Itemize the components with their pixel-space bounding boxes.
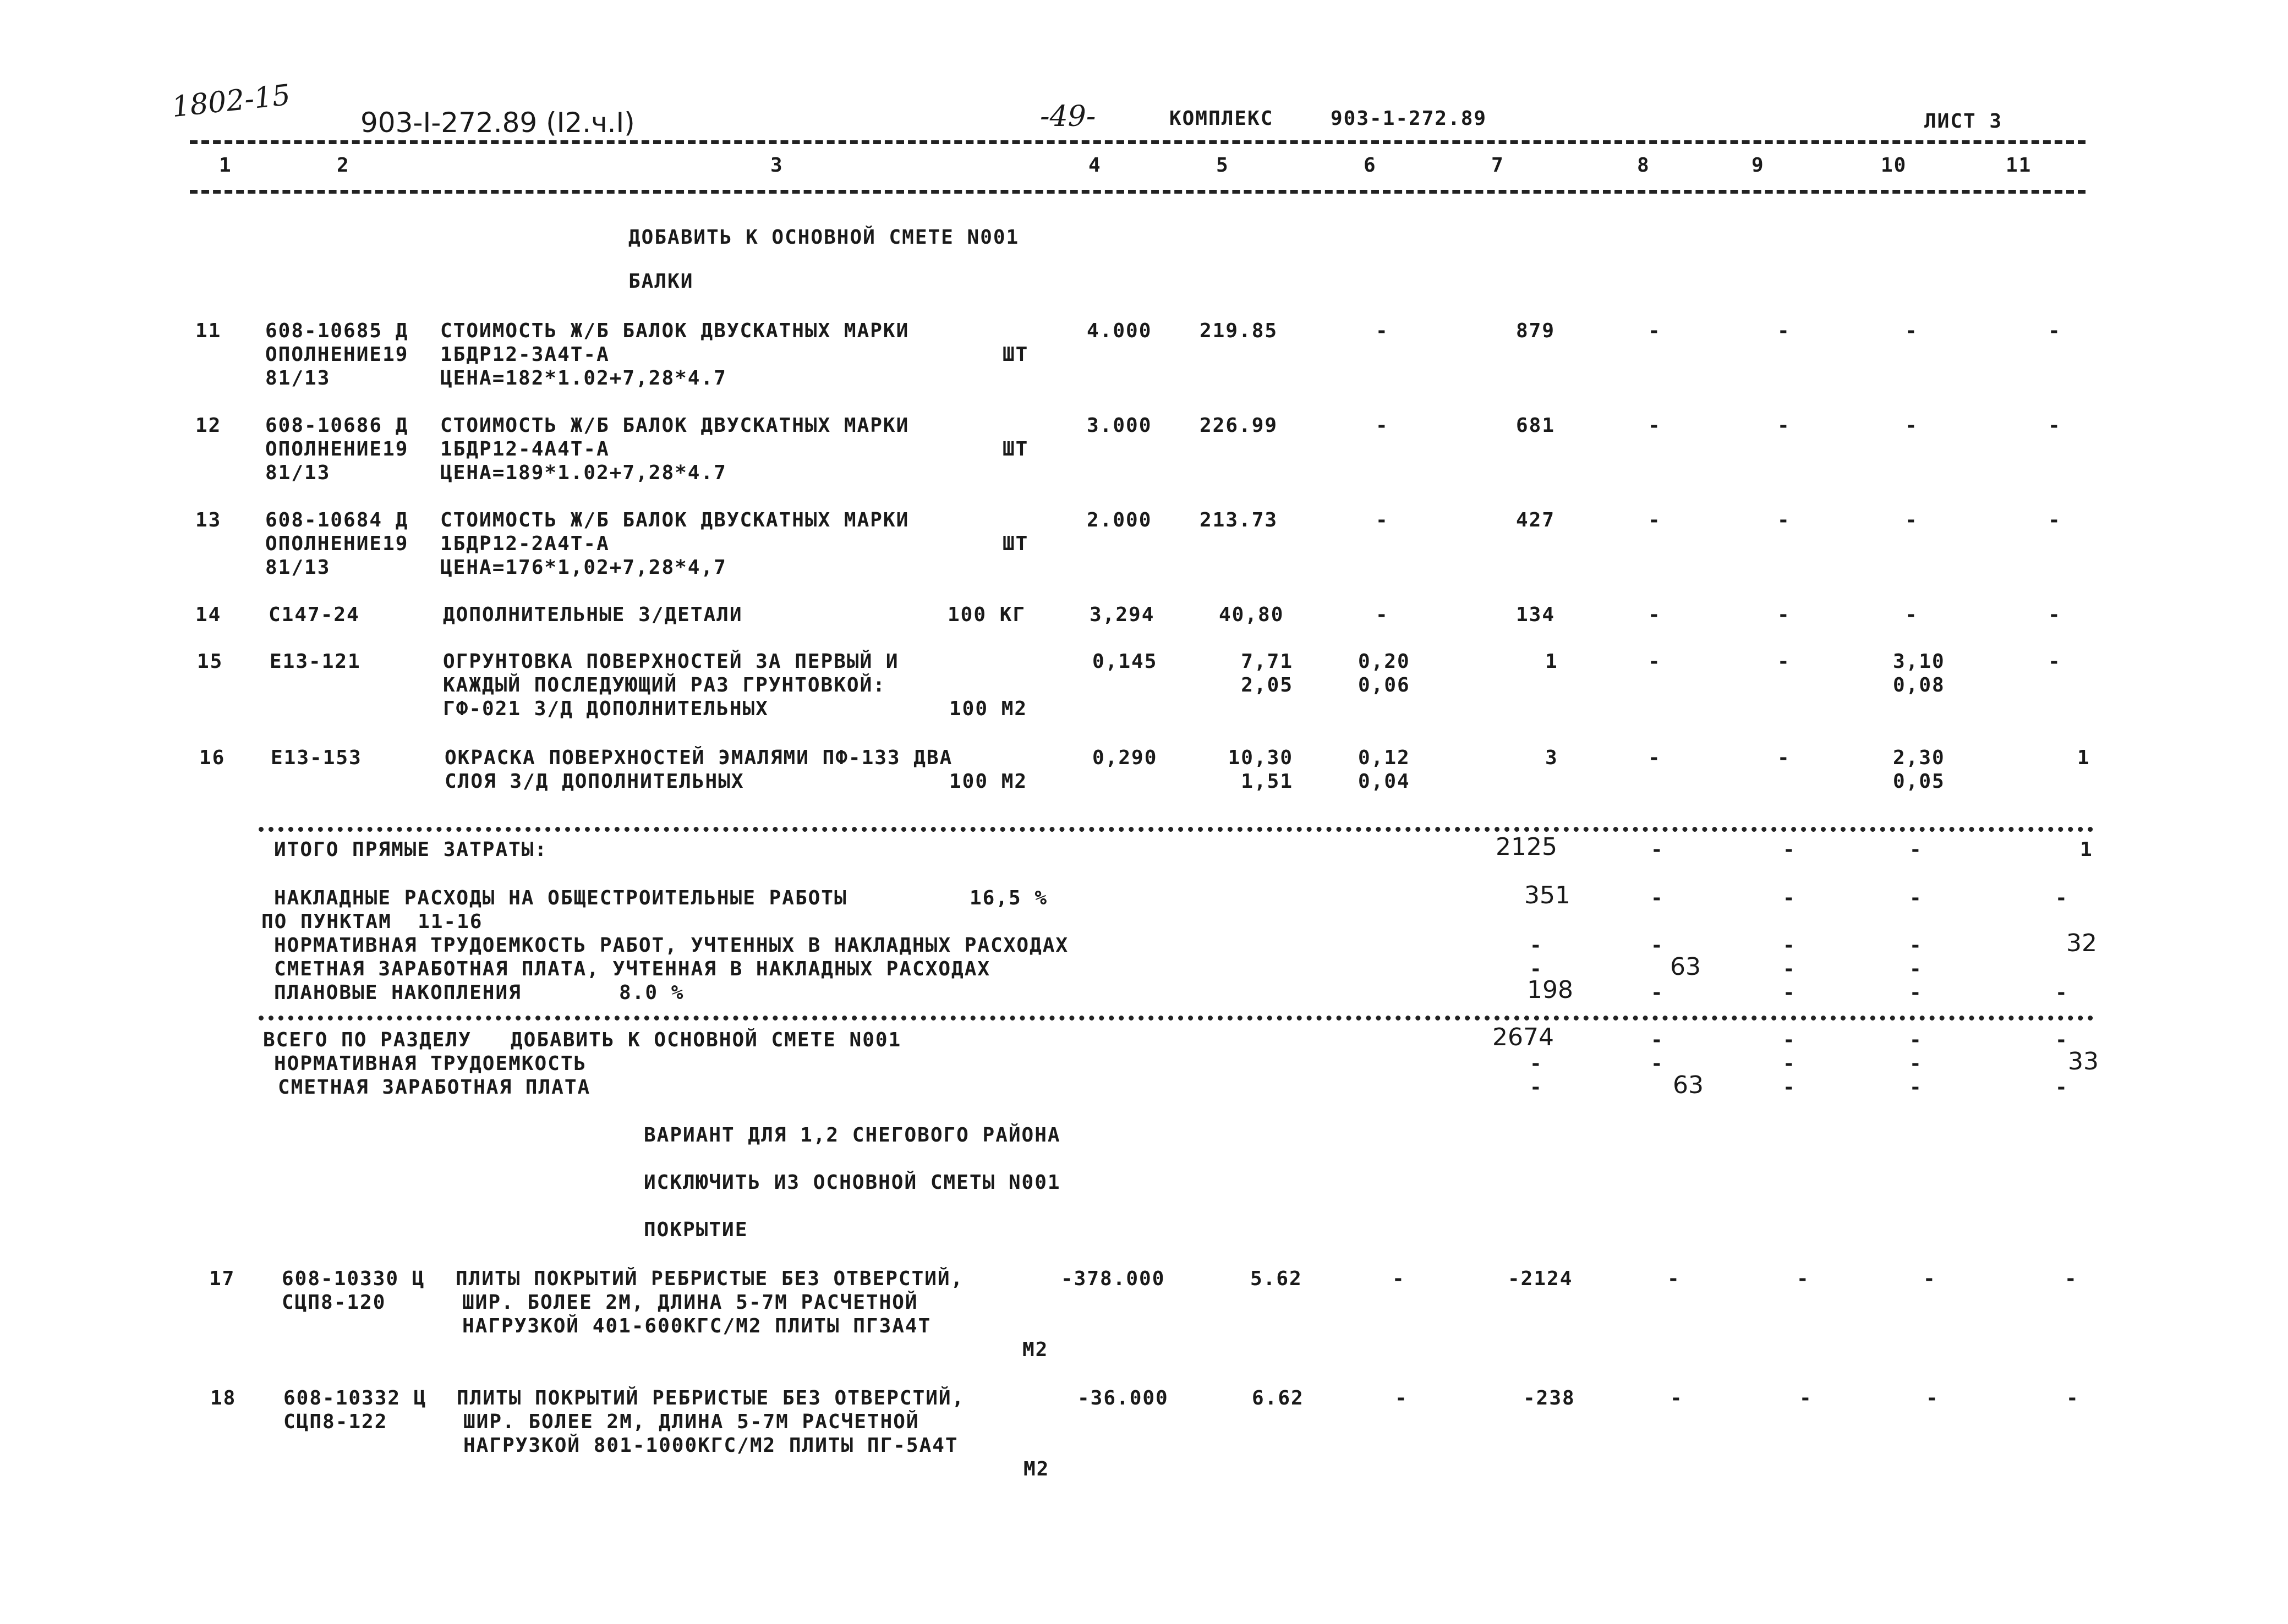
section-wage-c8: 63: [1673, 1071, 1704, 1099]
row-17-unit: М2: [1022, 1338, 1049, 1361]
plan-savings-c8: -: [1651, 981, 1664, 1004]
col-num-5: 5: [1216, 154, 1229, 177]
row-13-unit: ШТ: [1003, 533, 1029, 555]
row-15-c6-1: 0,20: [1358, 650, 1410, 673]
row-11-code-3: 81/13: [265, 367, 331, 389]
row-11-price: 219.85: [1200, 320, 1278, 342]
row-14-c6: -: [1376, 603, 1389, 626]
row-15-price-2: 2,05: [1241, 674, 1293, 696]
row-14-c8: -: [1648, 603, 1661, 626]
row-12-c9: -: [1777, 414, 1791, 437]
row-12-desc-2: 1БДР12-4А4Т-А: [440, 438, 610, 460]
row-16-num: 16: [199, 747, 226, 769]
row-15-desc-2: КАЖДЫЙ ПОСЛЕДУЮЩИЙ РАЗ ГРУНТОВКОЙ:: [443, 674, 886, 696]
col-num-9: 9: [1751, 154, 1765, 177]
col-num-2: 2: [337, 154, 350, 177]
row-17-price: 5.62: [1250, 1268, 1302, 1290]
row-17-num: 17: [209, 1268, 236, 1290]
row-12-c10: -: [1905, 414, 1918, 437]
overhead-label: НАКЛАДНЫЕ РАСХОДЫ НА ОБЩЕСТРОИТЕЛЬНЫЕ РАБОТЫ: [274, 887, 847, 909]
sheet-label: ЛИСТ 3: [1924, 110, 2003, 133]
row-18-desc-3: НАГРУЗКОЙ 801-1000КГС/М2 ПЛИТЫ ПГ-5А4Т: [463, 1434, 959, 1457]
overhead-percent: 16,5 %: [970, 887, 1048, 909]
row-18-unit: М2: [1023, 1458, 1050, 1480]
row-16-unit: 100 М2: [949, 770, 1028, 793]
direct-costs-c8: -: [1651, 838, 1664, 861]
row-18-c6: -: [1395, 1387, 1408, 1409]
row-12-code-3: 81/13: [265, 462, 331, 484]
row-12-c11: -: [2048, 414, 2061, 437]
plan-savings-percent: 8.0 %: [619, 981, 685, 1004]
section-total-name: ДОБАВИТЬ К ОСНОВНОЙ СМЕТЕ N001: [511, 1029, 902, 1051]
section-labor-c9: -: [1783, 1052, 1796, 1075]
section-title-beams: БАЛКИ: [628, 270, 694, 293]
row-11-c10: -: [1905, 320, 1918, 342]
row-18-num: 18: [210, 1387, 237, 1409]
row-15-c9: -: [1777, 650, 1791, 673]
row-11-c9: -: [1777, 320, 1791, 342]
row-18-c9: -: [1799, 1387, 1813, 1409]
complex-code: 903-1-272.89: [1331, 107, 1487, 130]
page-number: -49-: [1040, 100, 1096, 133]
direct-costs-total: 2125: [1496, 833, 1557, 861]
row-15-c6-2: 0,06: [1358, 674, 1410, 696]
row-14-price: 40,80: [1219, 603, 1284, 626]
row-14-qty: 3,294: [1090, 603, 1155, 626]
overhead-wage-c7: -: [1530, 958, 1543, 980]
header-rule-bottom: [190, 190, 2086, 194]
row-13-c8: -: [1648, 509, 1661, 531]
row-17-code-1: 608-10330 Ц: [282, 1268, 425, 1290]
row-13-code-2: ОПОЛНЕНИЕ19: [265, 533, 409, 555]
overhead-labor-c10: -: [1909, 934, 1923, 957]
row-12-code-1: 608-10686 Д: [265, 414, 409, 437]
row-12-qty: 3.000: [1087, 414, 1152, 437]
row-11-desc-1: СТОИМОСТЬ Ж/Б БАЛОК ДВУСКАТНЫХ МАРКИ: [440, 320, 910, 342]
row-11-desc-2: 1БДР12-3А4Т-А: [440, 343, 610, 366]
row-17-total: -2124: [1508, 1268, 1573, 1290]
row-15-num: 15: [197, 650, 223, 673]
section-wage-c7: -: [1530, 1076, 1543, 1099]
overhead-c8: -: [1651, 887, 1664, 909]
row-15-qty: 0,145: [1092, 650, 1158, 673]
row-17-desc-3: НАГРУЗКОЙ 401-600КГС/М2 ПЛИТЫ ПГ3А4Т: [462, 1315, 932, 1337]
section-total-label: ВСЕГО ПО РАЗДЕЛУ: [263, 1029, 472, 1051]
row-17-qty: -378.000: [1061, 1268, 1165, 1290]
col-num-3: 3: [770, 154, 784, 177]
row-18-qty: -36.000: [1077, 1387, 1169, 1409]
handwritten-reference: 1802-15: [170, 78, 292, 124]
row-15-desc-1: ОГРУНТОВКА ПОВЕРХНОСТЕЙ ЗА ПЕРВЫЙ И: [443, 650, 899, 673]
row-11-c6: -: [1376, 320, 1389, 342]
header-rule-top: [190, 140, 2086, 144]
row-13-desc-1: СТОИМОСТЬ Ж/Б БАЛОК ДВУСКАТНЫХ МАРКИ: [440, 509, 910, 531]
row-12-desc-3: ЦЕНА=189*1.02+7,28*4.7: [440, 462, 727, 484]
row-16-c11: 1: [2077, 747, 2090, 769]
row-12-total: 681: [1516, 414, 1556, 437]
overhead-wage-label: СМЕТНАЯ ЗАРАБОТНАЯ ПЛАТА, УЧТЕННАЯ В НАКЛАДНЫХ РАСХОДАХ: [274, 958, 991, 980]
row-12-code-2: ОПОЛНЕНИЕ19: [265, 438, 409, 460]
complex-label: КОМПЛЕКС: [1169, 107, 1274, 130]
row-16-c6-1: 0,12: [1358, 747, 1410, 769]
section-title-roof: ПОКРЫТИЕ: [644, 1219, 748, 1241]
row-16-qty: 0,290: [1092, 747, 1158, 769]
row-15-total: 1: [1545, 650, 1558, 673]
row-14-c10: -: [1905, 603, 1918, 626]
row-11-c8: -: [1648, 320, 1661, 342]
section-labor-c7: -: [1530, 1052, 1543, 1075]
overhead-wage-c10: -: [1909, 958, 1923, 980]
overhead-labor-c9: -: [1783, 934, 1796, 957]
direct-costs-c10: -: [1909, 838, 1923, 861]
row-14-total: 134: [1516, 603, 1556, 626]
row-16-price-2: 1,51: [1241, 770, 1293, 793]
row-18-c11: -: [2066, 1387, 2079, 1409]
section-total-c8: -: [1651, 1029, 1664, 1051]
row-18-c10: -: [1926, 1387, 1939, 1409]
row-12-desc-1: СТОИМОСТЬ Ж/Б БАЛОК ДВУСКАТНЫХ МАРКИ: [440, 414, 910, 437]
row-17-c6: -: [1392, 1268, 1405, 1290]
col-num-6: 6: [1364, 154, 1377, 177]
row-17-c8: -: [1667, 1268, 1681, 1290]
row-16-desc-2: СЛОЯ З/Д ДОПОЛНИТЕЛЬНЫХ: [445, 770, 745, 793]
plan-savings-total: 198: [1527, 976, 1573, 1004]
plan-savings-c9: -: [1783, 981, 1796, 1004]
overhead-items: ПО ПУНКТАМ 11-16: [261, 910, 483, 933]
section-wage-c10: -: [1909, 1076, 1923, 1099]
row-14-num: 14: [195, 603, 222, 626]
overhead-c11: -: [2055, 887, 2068, 909]
section-wage-label: СМЕТНАЯ ЗАРАБОТНАЯ ПЛАТА: [278, 1076, 591, 1099]
row-13-code-3: 81/13: [265, 556, 331, 579]
row-18-code-2: СЦП8-122: [283, 1411, 388, 1433]
row-17-code-2: СЦП8-120: [282, 1291, 386, 1314]
row-12-c6: -: [1376, 414, 1389, 437]
dotted-rule-2: [259, 1016, 2094, 1021]
row-12-c8: -: [1648, 414, 1661, 437]
row-13-price: 213.73: [1200, 509, 1278, 531]
row-11-total: 879: [1516, 320, 1556, 342]
row-17-desc-2: ШИР. БОЛЕЕ 2М, ДЛИНА 5-7М РАСЧЕТНОЙ: [462, 1291, 918, 1314]
plan-savings-label: ПЛАНОВЫЕ НАКОПЛЕНИЯ: [274, 981, 522, 1004]
row-16-desc-1: ОКРАСКА ПОВЕРХНОСТЕЙ ЭМАЛЯМИ ПФ-133 ДВА: [445, 747, 953, 769]
plan-savings-c11: -: [2055, 981, 2068, 1004]
row-11-c11: -: [2048, 320, 2061, 342]
overhead-labor-c7: -: [1530, 934, 1543, 957]
row-11-code-1: 608-10685 Д: [265, 320, 409, 342]
row-11-qty: 4.000: [1087, 320, 1152, 342]
row-13-c6: -: [1376, 509, 1389, 531]
col-num-8: 8: [1637, 154, 1650, 177]
direct-costs-label: ИТОГО ПРЯМЫЕ ЗАТРАТЫ:: [274, 838, 548, 861]
overhead-labor-label: НОРМАТИВНАЯ ТРУДОЕМКОСТЬ РАБОТ, УЧТЕННЫХ В НАКЛАДНЫХ РАСХОДАХ: [274, 934, 1069, 957]
col-num-7: 7: [1491, 154, 1504, 177]
section-labor-c11: 33: [2068, 1047, 2099, 1076]
row-13-c11: -: [2048, 509, 2061, 531]
overhead-total: 351: [1524, 881, 1570, 909]
row-14-desc: ДОПОЛНИТЕЛЬНЫЕ З/ДЕТАЛИ: [443, 603, 743, 626]
row-16-c9: -: [1777, 747, 1791, 769]
row-13-desc-3: ЦЕНА=176*1,02+7,28*4,7: [440, 556, 727, 579]
row-16-price-1: 10,30: [1228, 747, 1293, 769]
section-title-variant: ВАРИАНТ ДЛЯ 1,2 СНЕГОВОГО РАЙОНА: [644, 1124, 1061, 1146]
row-18-c8: -: [1670, 1387, 1683, 1409]
row-13-num: 13: [195, 509, 222, 531]
overhead-labor-c11: 32: [2066, 929, 2097, 957]
overhead-c9: -: [1783, 887, 1796, 909]
row-11-unit: ШТ: [1003, 343, 1029, 366]
col-num-1: 1: [219, 154, 232, 177]
row-17-c9: -: [1797, 1268, 1810, 1290]
row-14-c11: -: [2048, 603, 2061, 626]
section-labor-label: НОРМАТИВНАЯ ТРУДОЕМКОСТЬ: [274, 1052, 587, 1075]
section-labor-c10: -: [1909, 1052, 1923, 1075]
row-15-code: Е13-121: [270, 650, 361, 673]
row-18-total: -238: [1523, 1387, 1575, 1409]
row-11-num: 11: [195, 320, 222, 342]
row-18-price: 6.62: [1252, 1387, 1304, 1409]
row-17-c10: -: [1923, 1268, 1936, 1290]
section-total-c9: -: [1783, 1029, 1796, 1051]
row-17-c11: -: [2065, 1268, 2078, 1290]
section-wage-c9: -: [1783, 1076, 1796, 1099]
row-15-price-1: 7,71: [1241, 650, 1293, 673]
row-13-c10: -: [1905, 509, 1918, 531]
row-12-unit: ШТ: [1003, 438, 1029, 460]
row-11-code-2: ОПОЛНЕНИЕ19: [265, 343, 409, 366]
col-num-10: 10: [1881, 154, 1907, 177]
direct-costs-c9: -: [1783, 838, 1796, 861]
overhead-wage-c9: -: [1783, 958, 1796, 980]
plan-savings-c10: -: [1909, 981, 1923, 1004]
section-total-value: 2674: [1492, 1023, 1554, 1051]
section-total-c11: -: [2055, 1029, 2068, 1051]
row-14-unit: 100 КГ: [948, 603, 1026, 626]
col-num-4: 4: [1088, 154, 1102, 177]
row-13-qty: 2.000: [1087, 509, 1152, 531]
row-16-c10-2: 0,05: [1893, 770, 1945, 793]
row-16-code: Е13-153: [271, 747, 362, 769]
row-15-c10-1: 3,10: [1893, 650, 1945, 673]
dotted-rule-1: [259, 827, 2094, 832]
row-18-desc-2: ШИР. БОЛЕЕ 2М, ДЛИНА 5-7М РАСЧЕТНОЙ: [463, 1411, 919, 1433]
overhead-labor-c8: -: [1651, 934, 1664, 957]
row-11-desc-3: ЦЕНА=182*1.02+7,28*4.7: [440, 367, 727, 389]
document-code: 903-I-272.89 (I2.ч.I): [360, 107, 635, 139]
overhead-wage-c8: 63: [1670, 953, 1701, 981]
section-title-add: ДОБАВИТЬ К ОСНОВНОЙ СМЕТЕ N001: [628, 226, 1020, 249]
col-num-11: 11: [2006, 154, 2032, 177]
row-18-desc-1: ПЛИТЫ ПОКРЫТИЙ РЕБРИСТЫЕ БЕЗ ОТВЕРСТИЙ,: [457, 1387, 965, 1409]
section-wage-c11: -: [2055, 1076, 2068, 1099]
row-15-c10-2: 0,08: [1893, 674, 1945, 696]
overhead-c10: -: [1909, 887, 1923, 909]
direct-costs-c11: 1: [2080, 838, 2093, 861]
row-12-price: 226.99: [1200, 414, 1278, 437]
section-title-exclude: ИСКЛЮЧИТЬ ИЗ ОСНОВНОЙ СМЕТЫ N001: [644, 1171, 1061, 1194]
row-17-desc-1: ПЛИТЫ ПОКРЫТИЙ РЕБРИСТЫЕ БЕЗ ОТВЕРСТИЙ,: [456, 1268, 964, 1290]
row-16-c8: -: [1648, 747, 1661, 769]
section-total-c10: -: [1909, 1029, 1923, 1051]
row-16-total: 3: [1545, 747, 1558, 769]
row-16-c6-2: 0,04: [1358, 770, 1410, 793]
row-16-c10-1: 2,30: [1893, 747, 1945, 769]
row-12-num: 12: [195, 414, 222, 437]
row-15-c11: -: [2048, 650, 2061, 673]
row-15-desc-3: ГФ-021 З/Д ДОПОЛНИТЕЛЬНЫХ: [443, 698, 769, 720]
row-18-code-1: 608-10332 Ц: [283, 1387, 427, 1409]
row-13-c9: -: [1777, 509, 1791, 531]
row-13-desc-2: 1БДР12-2А4Т-А: [440, 533, 610, 555]
section-labor-c8: -: [1651, 1052, 1664, 1075]
row-14-c9: -: [1777, 603, 1791, 626]
row-15-unit: 100 М2: [949, 698, 1028, 720]
row-13-code-1: 608-10684 Д: [265, 509, 409, 531]
row-13-total: 427: [1516, 509, 1556, 531]
row-15-c8: -: [1648, 650, 1661, 673]
row-14-code: С147-24: [269, 603, 360, 626]
